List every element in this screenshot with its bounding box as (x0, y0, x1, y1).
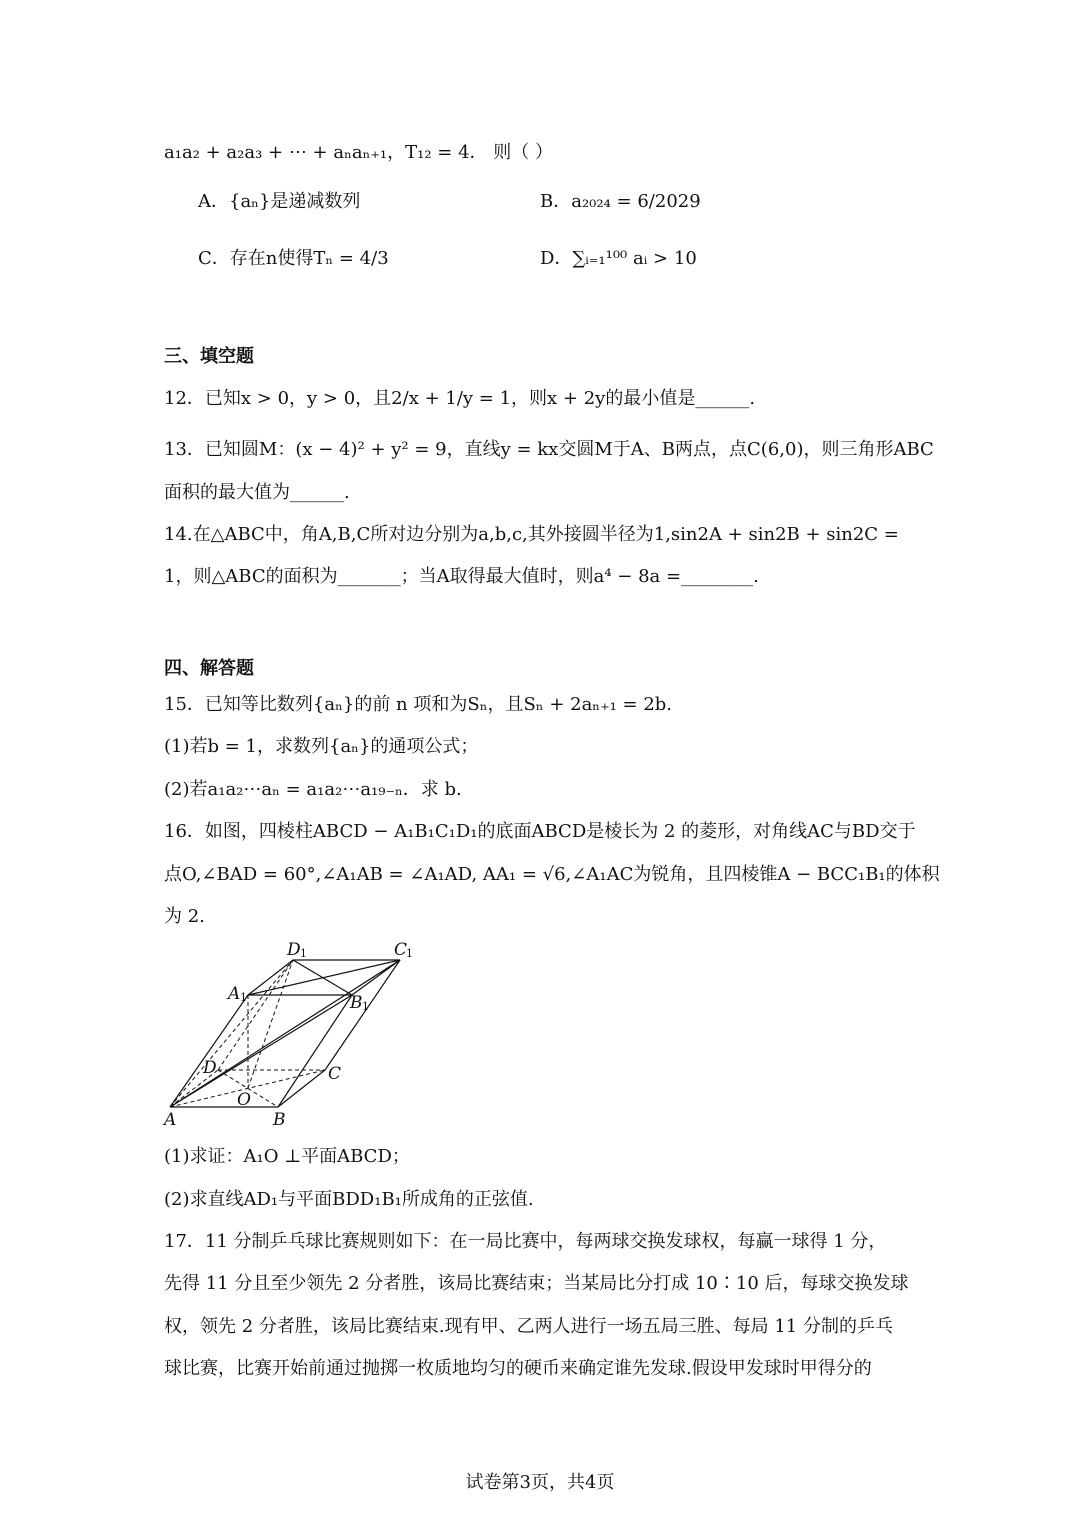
question-17-line4: 球比赛，比赛开始前通过抛掷一枚质地均匀的硬币来确定谁先发球.假设甲发球时甲得分的 (164, 1358, 872, 1379)
question-17-line2: 先得 11 分且至少领先 2 分者胜，该局比赛结束；当某局比分打成 10∶10 后，每球交换发球 (164, 1273, 909, 1294)
question-15-part1: (1)若b = 1，求数列{aₙ}的通项公式； (164, 736, 479, 757)
label-d: D (203, 1058, 217, 1078)
label-c: C (328, 1064, 342, 1084)
label-o: O (237, 1090, 251, 1110)
label-c1: C (394, 940, 408, 960)
section-solve: 四、解答题 (164, 658, 254, 679)
q11-tail: a₁a₂ + a₂a₃ + ⋯ + aₙaₙ₊₁，T₁₂ = 4． 则（ ） (164, 142, 553, 163)
prism-figure (160, 935, 420, 1130)
label-a: A (164, 1110, 177, 1130)
label-a1-sub: 1 (240, 991, 247, 1004)
label-a1: A (228, 984, 241, 1004)
label-d1: D (287, 940, 301, 960)
question-16-line2: 点O,∠BAD = 60°,∠A₁AB = ∠A₁AD, AA₁ = √6,∠A₁AC为锐角，且四棱锥A − BCC₁B₁的体积 (164, 864, 940, 885)
label-d1-sub: 1 (300, 947, 307, 960)
question-15-part2: (2)若a₁a₂⋯aₙ = a₁a₂⋯a₁₉₋ₙ．求 b. (164, 779, 462, 800)
label-b1-sub: 1 (362, 1000, 369, 1013)
question-12: 12．已知x > 0，y > 0，且2/x + 1/y = 1，则x + 2y的最小值是______. (164, 388, 756, 409)
question-14-line1: 14.在△ABC中，角A,B,C所对边分别为a,b,c,其外接圆半径为1,sin2A + sin2B + sin2C = (164, 524, 899, 545)
question-16-line3: 为 2. (164, 906, 205, 927)
label-b: B (273, 1110, 286, 1130)
q11-option-b: B．a₂₀₂₄ = 6/2029 (540, 191, 701, 212)
question-15-stem: 15．已知等比数列{aₙ}的前 n 项和为Sₙ，且Sₙ + 2aₙ₊₁ = 2b. (164, 694, 673, 715)
section-fill-in: 三、填空题 (164, 346, 254, 367)
question-17-line3: 权，领先 2 分者胜，该局比赛结束.现有甲、乙两人进行一场五局三胜、每局 11 分制的乒乓 (164, 1316, 893, 1337)
q11-option-c: C．存在n使得Tₙ = 4/3 (198, 248, 389, 269)
q11-option-a: A．{aₙ}是递减数列 (198, 191, 361, 212)
question-16-part2: (2)求直线AD₁与平面BDD₁B₁所成角的正弦值. (164, 1189, 534, 1210)
question-14-line2: 1，则△ABC的面积为_______；当A取得最大值时，则a⁴ − 8a =________. (164, 566, 759, 587)
question-13-line1: 13．已知圆M：(x − 4)² + y² = 9，直线y = kx交圆M于A、B两点，点C(6,0)，则三角形ABC (164, 439, 934, 460)
label-b1: B (350, 993, 363, 1013)
question-17-line1: 17．11 分制乒乓球比赛规则如下：在一局比赛中，每两球交换发球权，每赢一球得 1 分， (164, 1231, 887, 1252)
label-c1-sub: 1 (406, 947, 413, 960)
page-footer: 试卷第3页，共4页 (465, 1472, 615, 1493)
question-16-part1: (1)求证：A₁O ⊥平面ABCD； (164, 1146, 410, 1167)
question-13-line2: 面积的最大值为______. (164, 482, 350, 503)
question-16-line1: 16．如图，四棱柱ABCD − A₁B₁C₁D₁的底面ABCD是棱长为 2 的菱形，对角线AC与BD交于 (164, 821, 916, 842)
q11-option-d: D．∑ᵢ₌₁¹⁰⁰ aᵢ > 10 (540, 248, 697, 269)
